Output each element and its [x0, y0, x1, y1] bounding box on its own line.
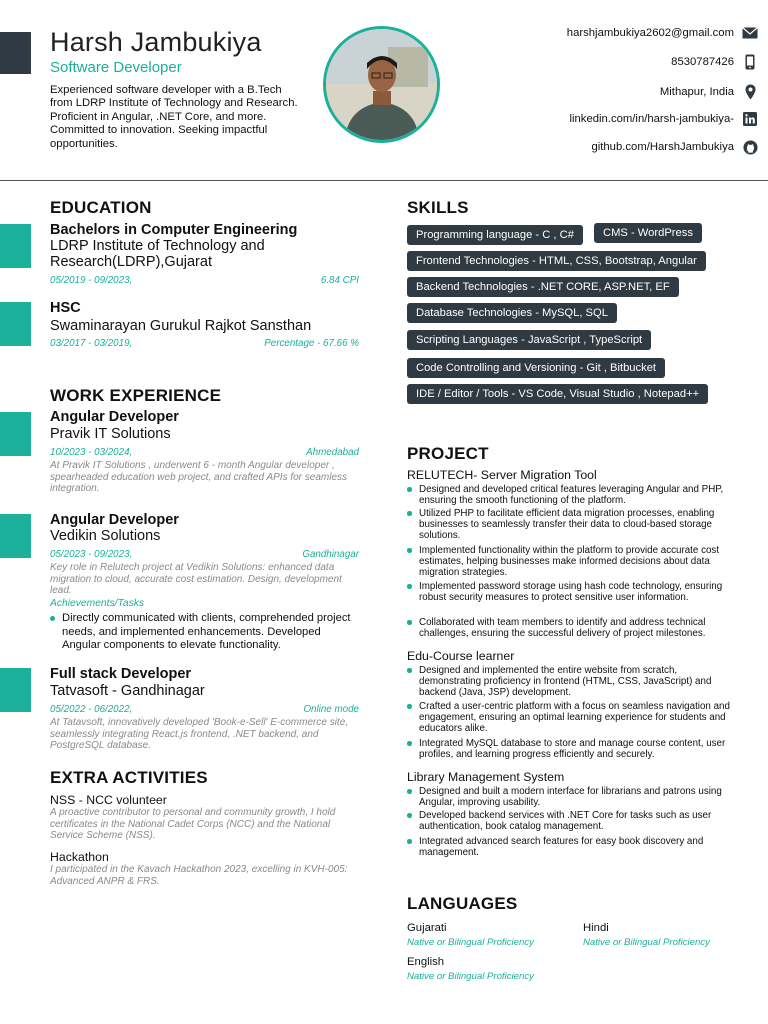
- skill-tag: Database Technologies - MySQL, SQL: [407, 303, 617, 323]
- project-1-bullet: [407, 545, 733, 578]
- work-desc-2: Key role in Relutech project at Vedikin Solutions: enhanced data migration to cloud, accurate cost estimation. Design, development lead.: [50, 562, 342, 596]
- extra-heading: EXTRA ACTIVITIES: [50, 768, 208, 787]
- education-degree-2: HSC: [50, 300, 81, 316]
- candidate-role: Software Developer: [50, 59, 182, 76]
- bullet-dot: [407, 584, 412, 589]
- work-location-3: Online mode: [303, 704, 359, 715]
- bullet-dot: [407, 813, 412, 818]
- header-divider: [0, 180, 768, 181]
- extra-desc-2: I participated in the Kavach Hackathon 2023, excelling in KVH-005: Advanced ANPR & FRS.: [50, 864, 348, 887]
- project-3-bullet: [407, 836, 733, 858]
- language-level-2: Native or Bilingual Proficiency: [583, 937, 710, 948]
- work-company-2: Vedikin Solutions: [50, 528, 161, 544]
- project-bullet-text: Integrated advanced search features for easy book discovery and management.: [419, 836, 704, 858]
- language-name-3: English: [407, 956, 445, 968]
- project-3-bullet: [407, 810, 733, 832]
- work-company-3: Tatvasoft - Gandhinagar: [50, 683, 205, 699]
- project-bullet-text: Collaborated with team members to identify and address technical challenges, ensuring the successful delivery of project milestones.: [419, 617, 706, 639]
- work-location-2: Gandhinagar: [302, 549, 359, 560]
- work-marker-3: [0, 668, 31, 712]
- education-score-2: Percentage - 67.66 %: [264, 338, 359, 349]
- project-3-bullet: [407, 786, 733, 808]
- skill-tag: IDE / Editor / Tools - VS Code, Visual Studio , Notepad++: [407, 384, 708, 404]
- bullet-dot: [407, 511, 412, 516]
- contact-linkedin[interactable]: linkedin.com/in/harsh-jambukiya-: [569, 113, 734, 125]
- project-bullet-text: Designed and built a modern interface for librarians and patrons using Angular, improving usability.: [419, 786, 722, 808]
- work-marker-1: [0, 412, 31, 456]
- contact-email[interactable]: harshjambukiya2602@gmail.com: [566, 27, 734, 39]
- profile-photo: [323, 26, 440, 143]
- bullet-dot: [50, 616, 55, 621]
- education-dates-1: 05/2019 - 09/2023,: [50, 275, 133, 286]
- education-degree-1: Bachelors in Computer Engineering: [50, 222, 298, 238]
- education-school-2: Swaminarayan Gurukul Rajkot Sansthan: [50, 318, 312, 334]
- work-dates-1: 10/2023 - 03/2024,: [50, 447, 133, 458]
- project-bullet-text: Designed and developed critical features leveraging Angular and PHP, ensuring the smooth functioning of the platform.: [419, 484, 724, 506]
- project-title-1: RELUTECH- Server Migration Tool: [407, 468, 597, 482]
- work-location-1: Ahmedabad: [306, 447, 359, 458]
- candidate-name: Harsh Jambukiya: [50, 27, 262, 57]
- contact-email-row[interactable]: [567, 24, 758, 42]
- name-accent-bar: [0, 32, 31, 74]
- work-heading: WORK EXPERIENCE: [50, 386, 222, 405]
- project-bullet-text: Utilized PHP to facilitate efficient data migration processes, enabling businesses to seamlessly transfer their data to cloud-based storage solutions.: [419, 508, 715, 541]
- extra-desc-1: A proactive contributor to personal and community growth, I hold certificates in the National Cadet Corps (NCC) and the National Service Scheme (NSS).: [50, 807, 336, 841]
- skill-tag: Code Controlling and Versioning - Git , Bitbucket: [407, 358, 665, 378]
- bullet-dot: [407, 839, 412, 844]
- linkedin-icon: [742, 111, 758, 127]
- work-dates-3: 05/2022 - 06/2022,: [50, 704, 133, 715]
- map-pin-icon: [742, 84, 758, 100]
- extra-title-1: NSS - NCC volunteer: [50, 793, 167, 807]
- bullet-dot: [407, 668, 412, 673]
- contact-phone[interactable]: 8530787426: [671, 56, 734, 68]
- envelope-icon: [742, 25, 758, 41]
- bullet-dot: [407, 487, 412, 492]
- contact-location: Mithapur, India: [659, 86, 734, 98]
- project-bullet-text: Integrated MySQL database to store and manage course content, user profiles, and learning progress efficiently and securely.: [419, 738, 726, 760]
- contact-linkedin-row[interactable]: [570, 110, 759, 128]
- project-bullet-text: Implemented functionality within the platform to provide accurate cost estimates, helping businesses make informed decisions about data migration strategies.: [419, 545, 720, 578]
- work-title-2: Angular Developer: [50, 512, 179, 528]
- work-marker-2: [0, 514, 31, 558]
- skill-tag: Frontend Technologies - HTML, CSS, Bootstrap, Angular: [407, 251, 706, 271]
- work-title-3: Full stack Developer: [50, 666, 192, 682]
- project-title-2: Edu-Course learner: [407, 649, 515, 663]
- work-achievement-item: [50, 612, 360, 653]
- work-dates-2: 05/2023 - 09/2023,: [50, 549, 133, 560]
- project-1-bullet: [407, 508, 733, 541]
- education-school-1: LDRP Institute of Technology and Research(LDRP),Gujarat: [50, 238, 265, 270]
- education-dates-2: 03/2017 - 03/2019,: [50, 338, 133, 349]
- project-bullet-text: Crafted a user-centric platform with a focus on seamless navigation and engagement, ensuring an optimal learning experience for students and educators alike.: [419, 701, 730, 734]
- contact-location-row: [660, 83, 758, 101]
- bullet-dot: [407, 741, 412, 746]
- skill-tag: CMS - WordPress: [594, 223, 702, 243]
- project-2-bullet: [407, 738, 733, 760]
- education-heading: EDUCATION: [50, 198, 152, 217]
- project-1-bullet: [407, 484, 733, 506]
- contact-github-row[interactable]: [591, 138, 758, 156]
- language-level-3: Native or Bilingual Proficiency: [407, 971, 534, 982]
- bullet-dot: [407, 789, 412, 794]
- skill-tag: Backend Technologies - .NET CORE, ASP.NET, EF: [407, 277, 679, 297]
- work-company-1: Pravik IT Solutions: [50, 426, 171, 442]
- project-2-bullet: [407, 701, 733, 734]
- work-desc-1: At Pravik IT Solutions , underwent 6 - month Angular developer , spearheaded education web project, and crafted APIs for seamless integration.: [50, 460, 348, 494]
- work-achievements-label: Achievements/Tasks: [50, 598, 145, 609]
- project-1-bullet: [407, 617, 733, 639]
- project-bullet-text: Implemented password storage using hash code technology, ensuring robust security measures to protect sensitive user information.: [419, 581, 723, 603]
- education-marker-1: [0, 224, 31, 268]
- summary-text: Experienced software developer with a B.Tech from LDRP Institute of Technology and Research. Proficient in Angular, .NET Core, and more. Committed to innovation. Seeking impactful opportunities.: [50, 84, 298, 150]
- contact-phone-row[interactable]: [671, 53, 758, 71]
- bullet-dot: [407, 620, 412, 625]
- education-marker-2: [0, 302, 31, 346]
- skill-tag: Scripting Languages - JavaScript , TypeScript: [407, 330, 651, 350]
- language-name-2: Hindi: [583, 922, 609, 934]
- contact-github[interactable]: github.com/HarshJambukiya: [591, 141, 734, 153]
- project-bullet-text: Designed and implemented the entire website from scratch, demonstrating proficiency in frontend (HTML, CSS, JavaScript) and backend (Java, JSP) development.: [419, 665, 712, 698]
- project-2-bullet: [407, 665, 733, 698]
- extra-title-2: Hackathon: [50, 850, 109, 864]
- project-title-3: Library Management System: [407, 770, 565, 784]
- projects-heading: PROJECT: [407, 444, 489, 463]
- language-level-1: Native or Bilingual Proficiency: [407, 937, 534, 948]
- project-1-bullet: [407, 581, 733, 603]
- skill-tag: Programming language - C , C#: [407, 225, 583, 245]
- project-bullet-text: Developed backend services with .NET Core for tasks such as user authentication, book catalog management.: [419, 810, 712, 832]
- work-title-1: Angular Developer: [50, 409, 179, 425]
- skills-heading: SKILLS: [407, 198, 469, 217]
- bullet-dot: [407, 704, 412, 709]
- phone-icon: [742, 54, 758, 70]
- github-icon: [742, 139, 758, 155]
- work-desc-3: At Tatavsoft, innovatively developed 'Book-e-Sell' E-commerce site, seamlessly integrating React.js frontend, .NET backend, and PostgreSQL database.: [50, 717, 349, 751]
- work-achievement-text: Directly communicated with clients, comprehended project needs, and implemented enhancements. Developed Angular components to elevate functionality.: [62, 612, 351, 651]
- education-score-1: 6.84 CPI: [320, 275, 359, 286]
- bullet-dot: [407, 548, 412, 553]
- language-name-1: Gujarati: [407, 922, 447, 934]
- languages-heading: LANGUAGES: [407, 894, 518, 913]
